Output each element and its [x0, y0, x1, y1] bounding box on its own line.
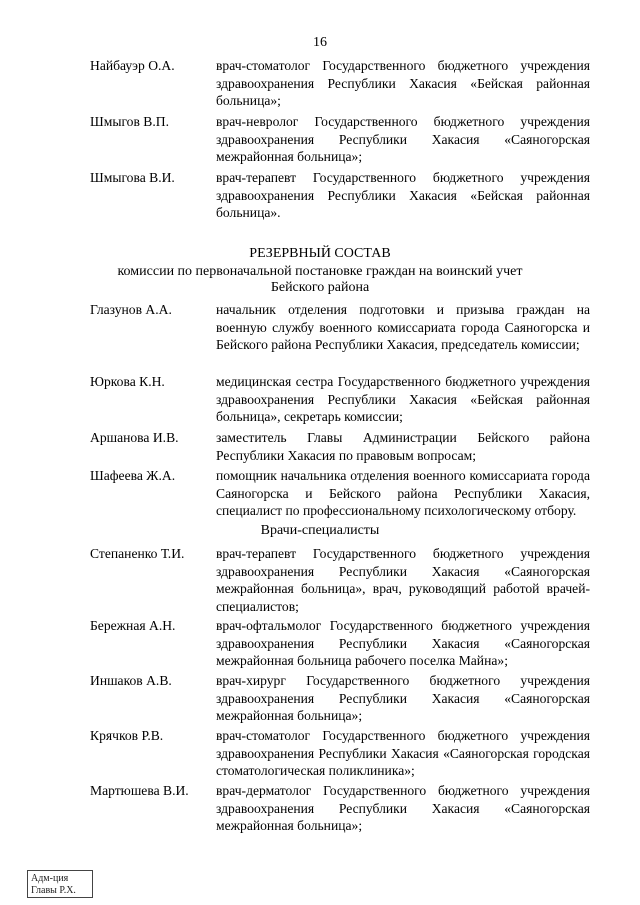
member-name: Найбауэр О.А. — [90, 58, 175, 73]
member-name: Бережная А.Н. — [90, 618, 176, 633]
member-name: Шмыгов В.П. — [90, 114, 169, 129]
member-name: Шмыгова В.И. — [90, 170, 175, 185]
member-role: врач-невролог Государственного бюджетного учреждения здравоохранения Республики Хакасия «Саяногорская межрайонная больница»; — [216, 114, 590, 164]
member-role: врач-дерматолог Государственного бюджетного учреждения здравоохранения Республики Хакасия «Саяногорская межрайонная больница»; — [216, 783, 590, 833]
member-name: Крячков Р.В. — [90, 728, 164, 743]
member-name: Мартюшева В.И. — [90, 783, 189, 798]
section-subtitle: комиссии по первоначальной постановке граждан на воинский учет — [117, 264, 523, 279]
page-number: 16 — [313, 35, 327, 50]
registration-stamp — [27, 870, 93, 898]
stamp-line-1: Адм-ция — [31, 873, 69, 884]
doctors-heading: Врачи-специалисты — [260, 523, 380, 538]
member-role: медицинская сестра Государственного бюджетного учреждения здравоохранения Республики Хакасия «Бейская районная больница», секретарь комиссии; — [216, 374, 590, 424]
member-name: Степаненко Т.И. — [90, 546, 185, 561]
member-name: Юркова К.Н. — [90, 374, 165, 389]
member-name: Аршанова И.В. — [90, 430, 179, 445]
member-name: Иншаков А.В. — [90, 673, 172, 688]
member-name: Глазунов А.А. — [90, 302, 172, 317]
member-role: начальник отделения подготовки и призыва граждан на военную службу военного комиссариата города Саяногорска и Бейского района Республики Хакасия, председатель комиссии; — [216, 302, 590, 352]
member-role: помощник начальника отделения военного комиссариата города Саяногорска и Бейского района Республики Хакасия, специалист по профессиональному психологическому отбору. — [216, 468, 590, 518]
stamp-line-2: Главы Р.Х. — [31, 885, 76, 896]
section-title: РЕЗЕРВНЫЙ СОСТАВ — [249, 246, 391, 261]
member-role: врач-терапевт Государственного бюджетного учреждения здравоохранения Республики Хакасия «Бейская районная больница». — [216, 170, 590, 220]
member-role: врач-терапевт Государственного бюджетного учреждения здравоохранения Республики Хакасия «Саяногорская межрайонная больница», врач, руководящий работой врачей-специалистов; — [216, 546, 590, 614]
member-role: врач-хирург Государственного бюджетного учреждения здравоохранения Республики Хакасия «Саяногорская межрайонная больница»; — [216, 673, 590, 723]
member-role: врач-стоматолог Государственного бюджетного учреждения здравоохранения Республики Хакасия «Саяногорская городская стоматологическая поликлиника»; — [216, 728, 590, 778]
member-role: врач-офтальмолог Государственного бюджетного учреждения здравоохранения Республики Хакасия «Саяногорская межрайонная больница рабочего поселка Майна»; — [216, 618, 590, 668]
member-name: Шафеева Ж.А. — [90, 468, 176, 483]
section-subtitle-district: Бейского района — [270, 280, 370, 295]
member-role: врач-стоматолог Государственного бюджетного учреждения здравоохранения Республики Хакасия «Бейская районная больница»; — [216, 58, 590, 108]
member-role: заместитель Главы Администрации Бейского района Республики Хакасия по правовым вопросам; — [216, 430, 590, 463]
